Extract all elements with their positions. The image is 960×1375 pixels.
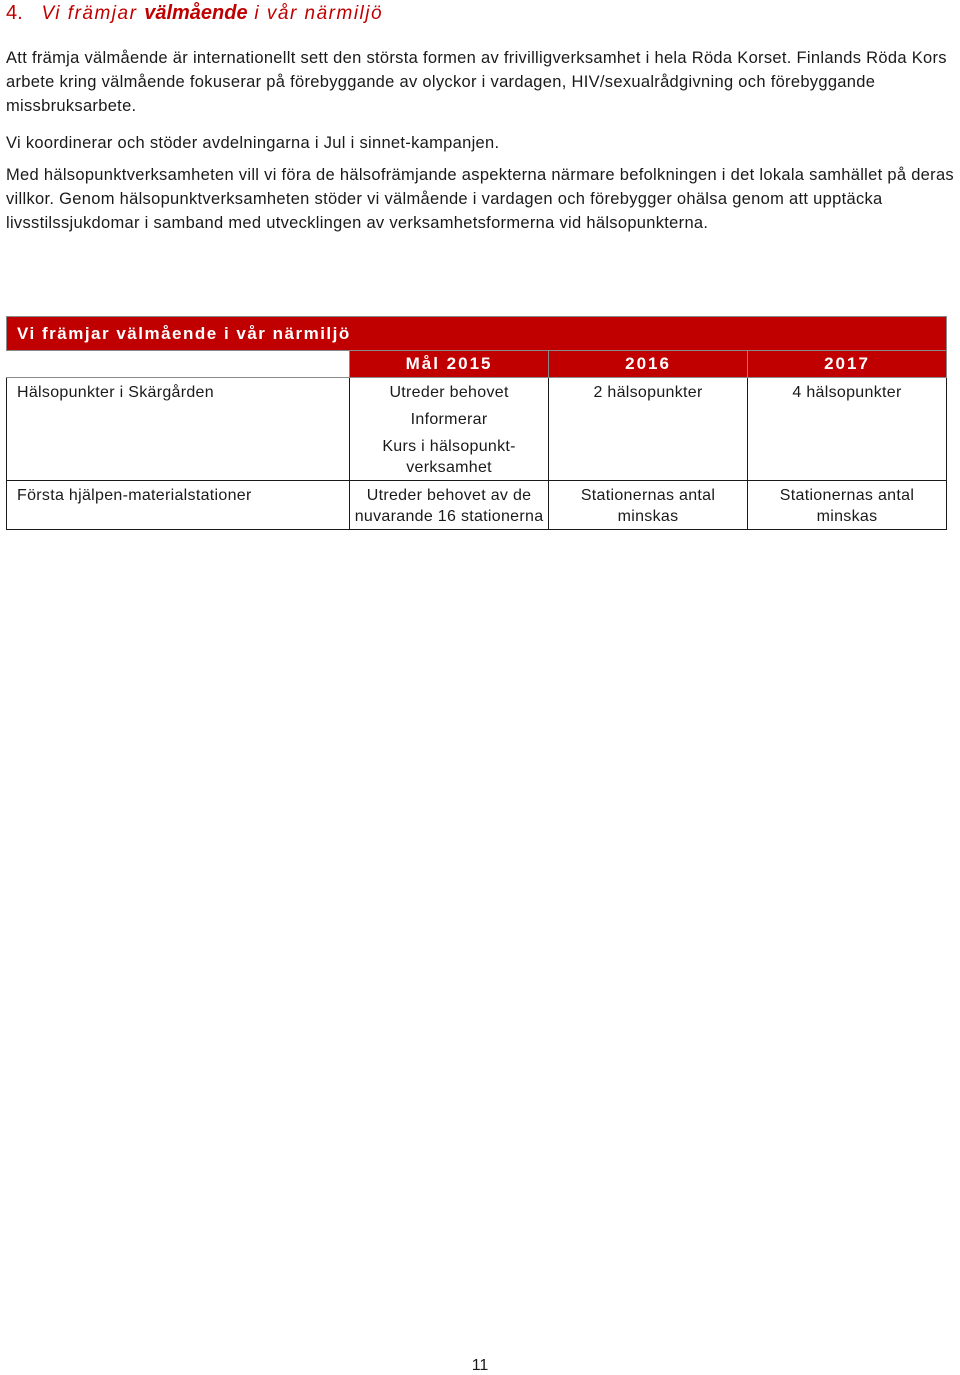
goal-line: Kurs i hälsopunkt-verksamhet — [382, 438, 516, 476]
header-2017: 2017 — [748, 351, 947, 378]
header-blank — [7, 351, 350, 378]
health-point-paragraph: Med hälsopunktverksamheten vill vi föra de hälsofrämjande aspekterna närmare befolkningen i det lokala samhället på deras villkor. Genom hälsopunktverksamheten stöder vi välmående i vardagen och förebygger ohälsa genom att upptäcka livsstilssjukdomar i samband med utvecklingen av verksamhetsformerna vid hälsopunkterna. — [6, 166, 954, 232]
header-2016: 2016 — [549, 351, 748, 378]
intro-paragraph: Att främja välmående är internationellt sett den största formen av frivilligverksamhet i hela Röda Korset. Finlands Röda Kors arbete kring välmående fokuserar på förebyggande av olyckor i vardagen, HIV/sexualrådgivning och förebyggande missbruksarbete. — [6, 49, 947, 115]
heading-text-bold: välmående — [144, 2, 248, 24]
row-label: Första hjälpen-materialstationer — [7, 481, 350, 530]
table-title: Vi främjar välmående i vår närmiljö — [7, 317, 947, 351]
goal-line: Informerar — [410, 411, 488, 428]
header-goal-2015: Mål 2015 — [350, 351, 549, 378]
heading-text-end: i vår närmiljö — [254, 3, 384, 24]
row-label: Hälsopunkter i Skärgården — [7, 378, 350, 481]
goal-2015-cell: Utreder behovet av de nuvarande 16 stationerna — [350, 481, 549, 530]
cell-2017: Stationernas antal minskas — [748, 481, 947, 530]
cell-2017: 4 hälsopunkter — [748, 378, 947, 481]
cell-2016: 2 hälsopunkter — [549, 378, 748, 481]
cell-2016: Stationernas antal minskas — [549, 481, 748, 530]
campaign-paragraph: Vi koordinerar och stöder avdelningarna i Jul i sinnet-kampanjen. — [6, 134, 500, 152]
table-row — [7, 481, 947, 530]
page-number: 11 — [471, 1357, 489, 1374]
section-number: 4. — [6, 2, 23, 24]
table-row — [7, 378, 947, 481]
heading-text-start: Vi främjar — [41, 3, 138, 24]
goal-line: Utreder behovet — [389, 384, 509, 401]
goals-table — [6, 316, 947, 530]
section-heading — [6, 2, 383, 25]
goal-2015-cell — [350, 378, 549, 481]
